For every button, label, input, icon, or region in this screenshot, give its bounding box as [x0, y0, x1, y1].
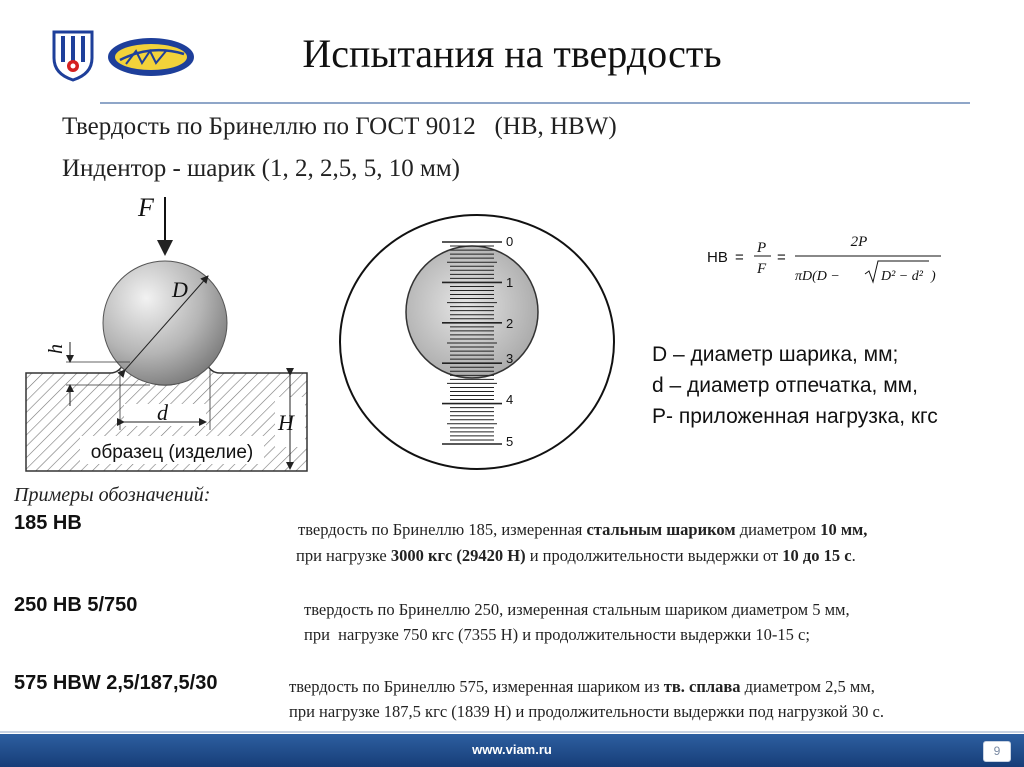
page-title: Испытания на твердость	[302, 31, 722, 76]
example-1-line-2: при нагрузке 3000 кгс (29420 Н) и продолжительности выдержки от 10 до 15 с.	[296, 546, 856, 565]
brinell-formula	[705, 224, 955, 294]
subtitle-standard: Твердость по Бринеллю по ГОСТ 9012 (НВ, HBW)	[62, 113, 617, 140]
sample-label: образец (изделие)	[90, 442, 254, 463]
scale-label-1: 1	[506, 275, 514, 290]
legend-load: P- приложенная нагрузка, кгс	[652, 405, 938, 428]
example-code-2: 250 HB 5/750	[14, 594, 138, 616]
footer-divider	[0, 731, 1024, 733]
scale-label-5: 5	[506, 434, 514, 449]
formula-denominator-suffix: )	[931, 269, 936, 284]
example-2-line-2: при нагрузке 750 кгс (7355 Н) и продолжительности выдержки 10-15 с;	[304, 625, 810, 644]
formula-numerator: 2P	[850, 234, 868, 250]
examples-heading: Примеры обозначений:	[14, 484, 211, 506]
example-3-line-2: при нагрузке 187,5 кгс (1839 Н) и продолжительности выдержки под нагрузкой 30 с.	[289, 702, 884, 721]
example-code-3: 575 HBW 2,5/187,5/30	[14, 672, 218, 694]
ball-diameter-label: D	[172, 277, 188, 302]
example-2-line-1: твердость по Бринеллю 250, измеренная стальным шариком диаметром 5 мм,	[304, 600, 850, 619]
scale-label-4: 4	[506, 392, 514, 407]
page-number: 9	[983, 741, 1011, 762]
force-label: F	[138, 193, 154, 222]
svg-text:=: =	[735, 249, 744, 266]
depth-label: h	[45, 344, 67, 354]
svg-text:=: =	[777, 249, 786, 266]
example-1-line-1: твердость по Бринеллю 185, измеренная стальным шариком диаметром 10 мм,	[298, 520, 868, 539]
print-diameter-label: d	[157, 400, 168, 425]
thickness-label: H	[278, 410, 294, 435]
measuring-scale-view	[336, 212, 618, 472]
formula-sqrt-term: D² − d²	[881, 269, 923, 284]
formula-hb: HB	[707, 249, 728, 266]
scale-label-2: 2	[506, 316, 514, 331]
footer-url: www.viam.ru	[472, 742, 552, 757]
scale-label-0: 0	[506, 234, 514, 249]
title-divider	[100, 102, 970, 104]
brinell-indentation-diagram	[20, 192, 320, 477]
legend-ball-diameter: D – диаметр шарика, мм;	[652, 343, 899, 366]
formula-denominator-prefix: πD(D −	[795, 269, 840, 284]
formula-f: F	[757, 261, 767, 277]
legend-print-diameter: d – диаметр отпечатка, мм,	[652, 374, 918, 397]
formula-p: P	[757, 240, 767, 256]
scale-label-3: 3	[506, 351, 514, 366]
example-3-line-1: твердость по Бринеллю 575, измеренная шариком из тв. сплава диаметром 2,5 мм,	[289, 677, 875, 696]
subtitle-indenter: Индентор - шарик (1, 2, 2,5, 5, 10 мм)	[62, 155, 460, 182]
example-code-1: 185 HB	[14, 512, 82, 534]
